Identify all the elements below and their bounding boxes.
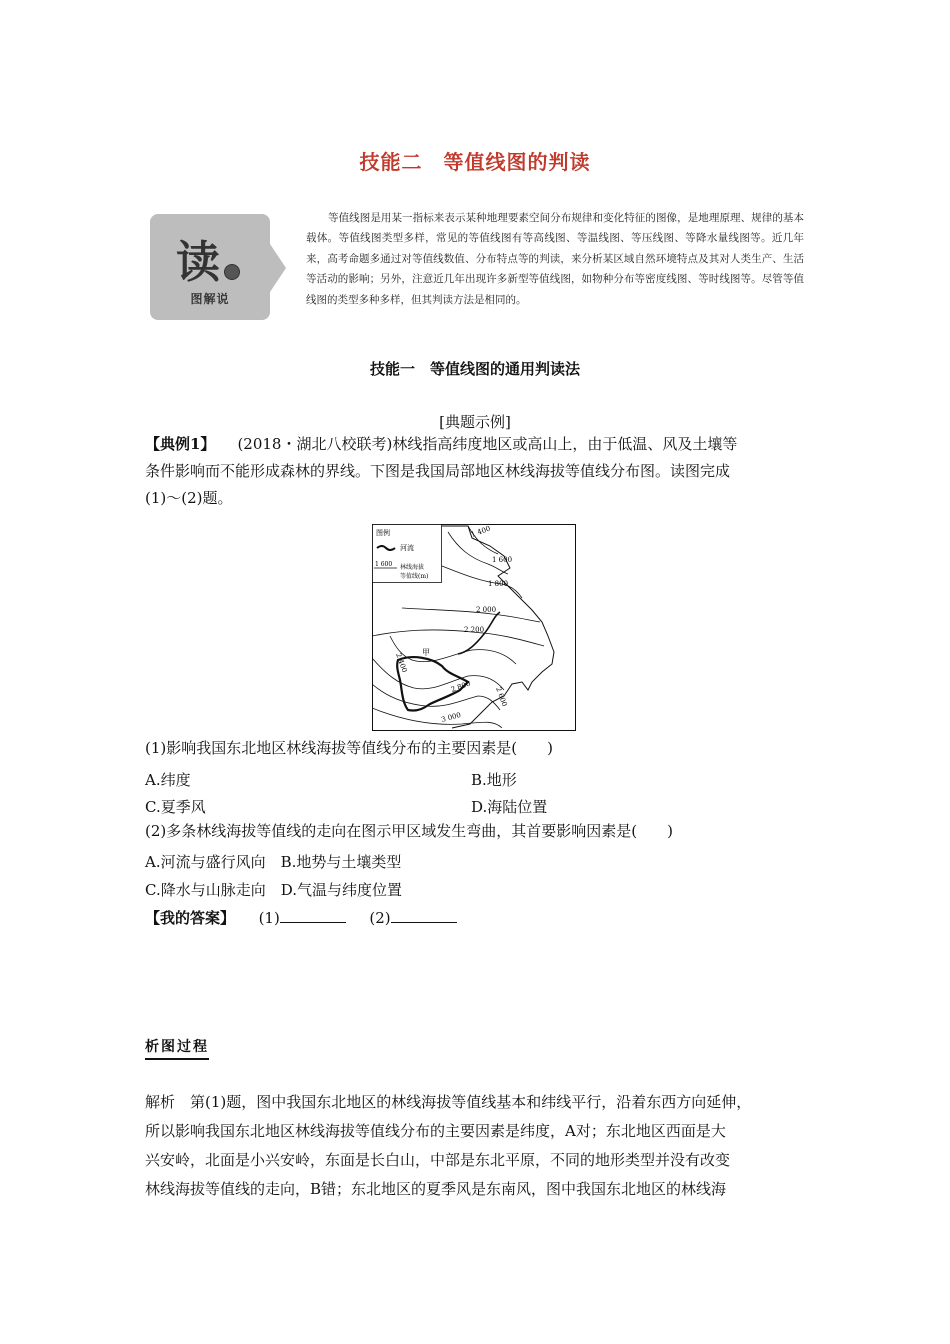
- example-tag: 【典例1】: [145, 435, 216, 453]
- q2-options-ab[interactable]: A.河流与盛行风向 B.地势与土壤类型: [145, 853, 402, 871]
- answer-1-blank[interactable]: [280, 908, 346, 923]
- globe-icon: [224, 264, 240, 280]
- q1-option-d[interactable]: D.海陆位置: [471, 798, 548, 816]
- my-answer-row: [145, 907, 457, 928]
- badge-arrow: [270, 244, 286, 292]
- legend-title: 图例: [376, 529, 390, 537]
- page-title: 技能二 等值线图的判读: [359, 150, 591, 174]
- label-2000: 2 000: [476, 606, 497, 614]
- example-text-3: (1)～(2)题。: [145, 489, 233, 507]
- example-text-2: 条件影响而不能形成森林的界线。下图是我国局部地区林线海拔等值线分布图。读图完成: [145, 462, 731, 480]
- question-1-stem: (1)影响我国东北地区林线海拔等值线分布的主要因素是( ): [145, 739, 553, 757]
- legend-line-label-1: 林线海拔: [400, 564, 425, 571]
- example-source: (2018・湖北八校联考): [237, 435, 393, 453]
- label-2400: 2 400: [394, 651, 409, 674]
- analysis-tag: 析图过程: [145, 1036, 209, 1060]
- example-intro: [145, 431, 810, 512]
- analysis-line-4: 林线海拔等值线的走向，B错；东北地区的夏季风是东南风，图中我国东北地区的林线海: [145, 1180, 727, 1198]
- analysis-line-1: 解析 第(1)题，图中我国东北地区的林线海拔等值线基本和纬线平行，沿着东西方向延伸，: [145, 1093, 752, 1111]
- section-heading: 技能一 等值线图的通用判读法: [369, 360, 580, 378]
- label-3000: 3 000: [440, 711, 462, 724]
- label-jia: 甲: [422, 648, 430, 657]
- answer-2-label: (2): [369, 909, 391, 927]
- q1-option-b[interactable]: B.地形: [471, 771, 517, 789]
- q1-option-a[interactable]: A.纬度: [145, 771, 191, 789]
- analysis-paragraph: [145, 1088, 810, 1204]
- label-1400: 1 400: [469, 524, 492, 539]
- legend-value: 1 600: [375, 561, 393, 568]
- question-2-stem: (2)多条林线海拔等值线的走向在图示甲区域发生弯曲，其首要影响因素是( ): [145, 822, 673, 840]
- label-1600: 1 600: [492, 556, 513, 564]
- label-2800: 2 800: [449, 679, 472, 694]
- q1-option-c[interactable]: C.夏季风: [145, 798, 206, 816]
- label-2200: 2 200: [464, 626, 485, 634]
- legend-river: 河流: [400, 544, 414, 552]
- analysis-line-2: 所以影响我国东北地区林线海拔等值线分布的主要因素是纬度，A对；东北地区西面是大: [145, 1122, 726, 1140]
- example-text-1: 林线指高纬度地区或高山上，由于低温、风及土壤等: [392, 435, 738, 453]
- read-badge: [150, 214, 286, 320]
- label-2600: 2 600: [494, 685, 509, 708]
- badge-label: 图解说: [190, 292, 230, 306]
- badge-char: 读: [176, 237, 220, 288]
- q2-options-cd[interactable]: C.降水与山脉走向 D.气温与纬度位置: [145, 881, 402, 899]
- treeline-contour-map: [372, 524, 576, 731]
- analysis-line-3: 兴安岭，北面是小兴安岭，东面是长白山，中部是东北平原，不同的地形类型并没有改变: [145, 1151, 731, 1169]
- answer-1-label: (1): [258, 909, 280, 927]
- examples-label: [典题示例]: [439, 413, 511, 431]
- my-answer-label: 【我的答案】: [145, 909, 236, 927]
- label-1800: 1 800: [488, 580, 509, 588]
- intro-paragraph: 等值线图是用某一指标来表示某种地理要素空间分布规律和变化特征的图像，是地理原理、规律的基本载体。等值线图类型多样，常见的等值线图有等高线图、等温线图、等压线图、等降水量线图等。近几年来，高考命题多通过对等值线数值、分布特点等的判读，来分析某区域自然环境特点及其对人类生产、生活等活动的影响；另外，注意近几年出现许多新型等值线图，如物种分布等密度线图、等时线图等。尽管等值线图的类型多种多样，但其判读方法是相同的。: [306, 212, 804, 306]
- answer-2-blank[interactable]: [391, 908, 457, 923]
- legend-line-label-2: 等值线(m): [400, 573, 429, 580]
